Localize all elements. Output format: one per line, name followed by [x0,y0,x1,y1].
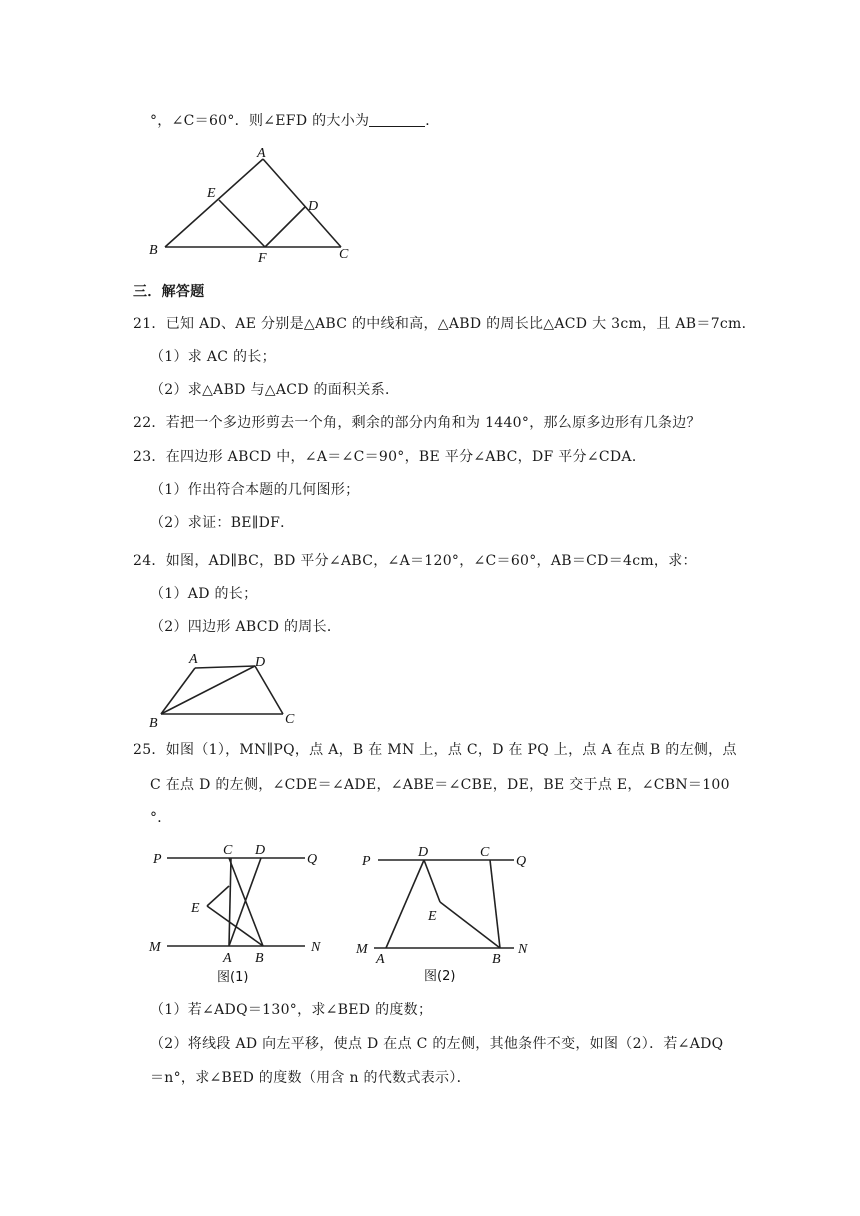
q21-part1: （1）求 AC 的长； [150,349,276,365]
label-d: D [308,199,319,214]
q24-stem: 24．如图，AD∥BC，BD 平分∠ABC，∠A＝120°，∠C＝60°，AB＝CD＝4cm，求： [133,553,697,569]
q25-part2-line1: （2）将线段 AD 向左平移，使点 D 在点 C 的左侧，其他条件不变，如图（2）．若∠ADQ [150,1036,724,1052]
q25-stem-line1: 25．如图（1），MN∥PQ，点 A，B 在 MN 上，点 C，D 在 PQ 上，点 A 在点 B 的左侧，点 [133,742,737,758]
section-title: 三．解答题 [133,284,205,300]
label-c: C [339,247,349,262]
label-d: D [255,655,266,670]
label-c: C [223,843,233,858]
label-b: B [255,951,264,966]
label-d: D [418,845,429,860]
q21-stem: 21．已知 AD、AE 分别是△ABC 的中线和高，△ABD 的周长比△ACD 大 3cm，且 AB＝7cm． [133,316,756,332]
q24-part2: （2）四边形 ABCD 的周长． [150,619,342,635]
label-a: A [257,146,266,161]
q23-stem: 23．在四边形 ABCD 中，∠A＝∠C＝90°，BE 平分∠ABC，DF 平分∠CDA． [133,449,647,465]
q23-part2: （2）求证：BE∥DF． [150,515,295,531]
q25-part1: （1）若∠ADQ＝130°，求∠BED 的度数； [150,1002,433,1018]
label-b: B [492,952,501,967]
label-e: E [207,186,216,201]
label-m: M [356,942,368,957]
q23-part1: （1）作出符合本题的几何图形； [150,482,360,498]
q25-part2-line2: ＝n°，求∠BED 的度数（用含 n 的代数式表示）． [150,1070,471,1086]
label-p: P [153,852,162,867]
label-d: D [255,843,266,858]
q25-stem-line3: °． [150,810,172,826]
label-m: M [149,940,161,955]
label-e: E [191,901,200,916]
label-q: Q [307,852,318,867]
q21-part2: （2）求△ABD 与△ACD 的面积关系． [150,382,400,398]
q22-stem: 22．若把一个多边形剪去一个角，剩余的部分内角和为 1440°，那么原多边形有几条边？ [133,415,701,431]
q24-part1: （1）AD 的长； [150,586,258,602]
figure-q25-2 [352,840,542,988]
figure-q24 [145,648,305,730]
figure-q20 [145,143,360,265]
label-n: N [518,942,528,957]
caption-fig1: 图(1) [217,970,249,985]
figure-q25-1 [145,838,335,988]
label-q: Q [516,854,527,869]
label-b: B [149,716,158,730]
q20-tail [150,111,440,131]
label-a: A [189,652,198,667]
label-a: A [376,952,385,967]
label-b: B [149,243,158,258]
q25-stem-line2: C 在点 D 的左侧，∠CDE＝∠ADE，∠ABE＝∠CBE，DE，BE 交于点 E，∠CBN＝100 [150,777,730,793]
label-c: C [480,845,490,860]
answer-blank [369,112,425,127]
label-a: A [223,951,232,966]
q20-end: ． [425,113,440,129]
label-c: C [285,712,295,727]
label-e: E [428,909,437,924]
caption-fig2: 图(2) [424,969,456,984]
q20-text: °，∠C＝60°．则∠EFD 的大小为 [150,113,370,129]
label-f: F [258,251,267,265]
label-n: N [311,940,321,955]
label-p: P [362,854,371,869]
